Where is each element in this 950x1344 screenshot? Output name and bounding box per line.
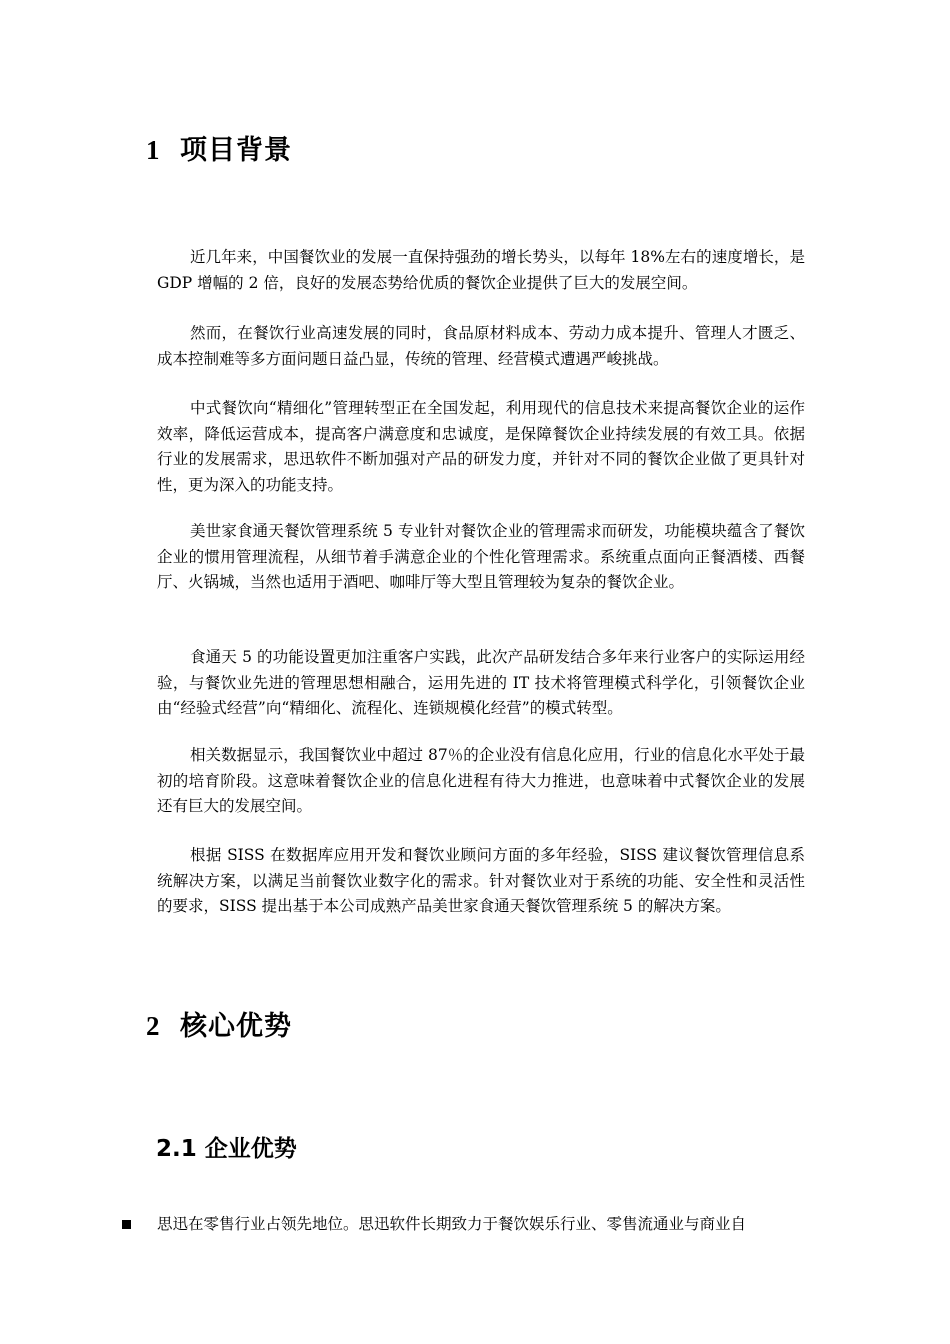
subsection-2-1-heading: 2.1 企业优势 [156,1136,297,1162]
paragraph-3: 中式餐饮向“精细化”管理转型正在全国发起，利用现代的信息技术来提高餐饮企业的运作效率，降低运营成本，提高客户满意度和忠诚度，是保障餐饮企业持续发展的有效工具。依据行业的发展需求，思迅软件不断加强对产品的研发力度，并针对不同的餐饮企业做了更具针对性，更为深入的功能支持。 [157,399,805,494]
bullet-list-item [122,1212,812,1238]
section-2-heading [146,1004,292,1043]
paragraph-7: 根据 SISS 在数据库应用开发和餐饮业顾问方面的多年经验，SISS 建议餐饮管理信息系统解决方案，以满足当前餐饮业数字化的需求。针对餐饮业对于系统的功能、安全性和灵活性的要求，SISS 提出基于本公司成熟产品美世家食通天餐饮管理系统 5 的解决方案。 [157,846,805,915]
section-2-number: 2 [146,1011,161,1041]
bullet-text: 思迅在零售行业占领先地位。思迅软件长期致力于餐饮娱乐行业、零售流通业与商业自 [157,1215,747,1233]
square-bullet-icon [122,1220,131,1229]
paragraph-1: 近几年来，中国餐饮业的发展一直保持强劲的增长势头，以每年 18%左右的速度增长，是 GDP 增幅的 2 倍，良好的发展态势给优质的餐饮企业提供了巨大的发展空间。 [157,248,805,292]
section-2-title: 核心优势 [180,1011,292,1042]
section-1-number: 1 [146,135,161,165]
section-1-heading [146,128,292,167]
section-1-title: 项目背景 [180,135,292,166]
paragraph-5: 食通天 5 的功能设置更加注重客户实践，此次产品研发结合多年来行业客户的实际运用经验，与餐饮业先进的管理思想相融合，运用先进的 IT 技术将管理模式科学化，引领餐饮企业由“经验式经营”向“精细化、流程化、连锁规模化经营”的模式转型。 [157,648,805,717]
paragraph-4: 美世家食通天餐饮管理系统 5 专业针对餐饮企业的管理需求而研发，功能模块蕴含了餐饮企业的惯用管理流程，从细节着手满意企业的个性化管理需求。系统重点面向正餐酒楼、西餐厅、火锅城，当然也适用于酒吧、咖啡厅等大型且管理较为复杂的餐饮企业。 [157,522,805,591]
paragraph-6: 相关数据显示，我国餐饮业中超过 87％的企业没有信息化应用，行业的信息化水平处于最初的培育阶段。这意味着餐饮企业的信息化进程有待大力推进，也意味着中式餐饮企业的发展还有巨大的发展空间。 [157,746,805,815]
paragraph-2: 然而，在餐饮行业高速发展的同时，食品原材料成本、劳动力成本提升、管理人才匮乏、成本控制难等多方面问题日益凸显，传统的管理、经营模式遭遇严峻挑战。 [157,324,805,368]
